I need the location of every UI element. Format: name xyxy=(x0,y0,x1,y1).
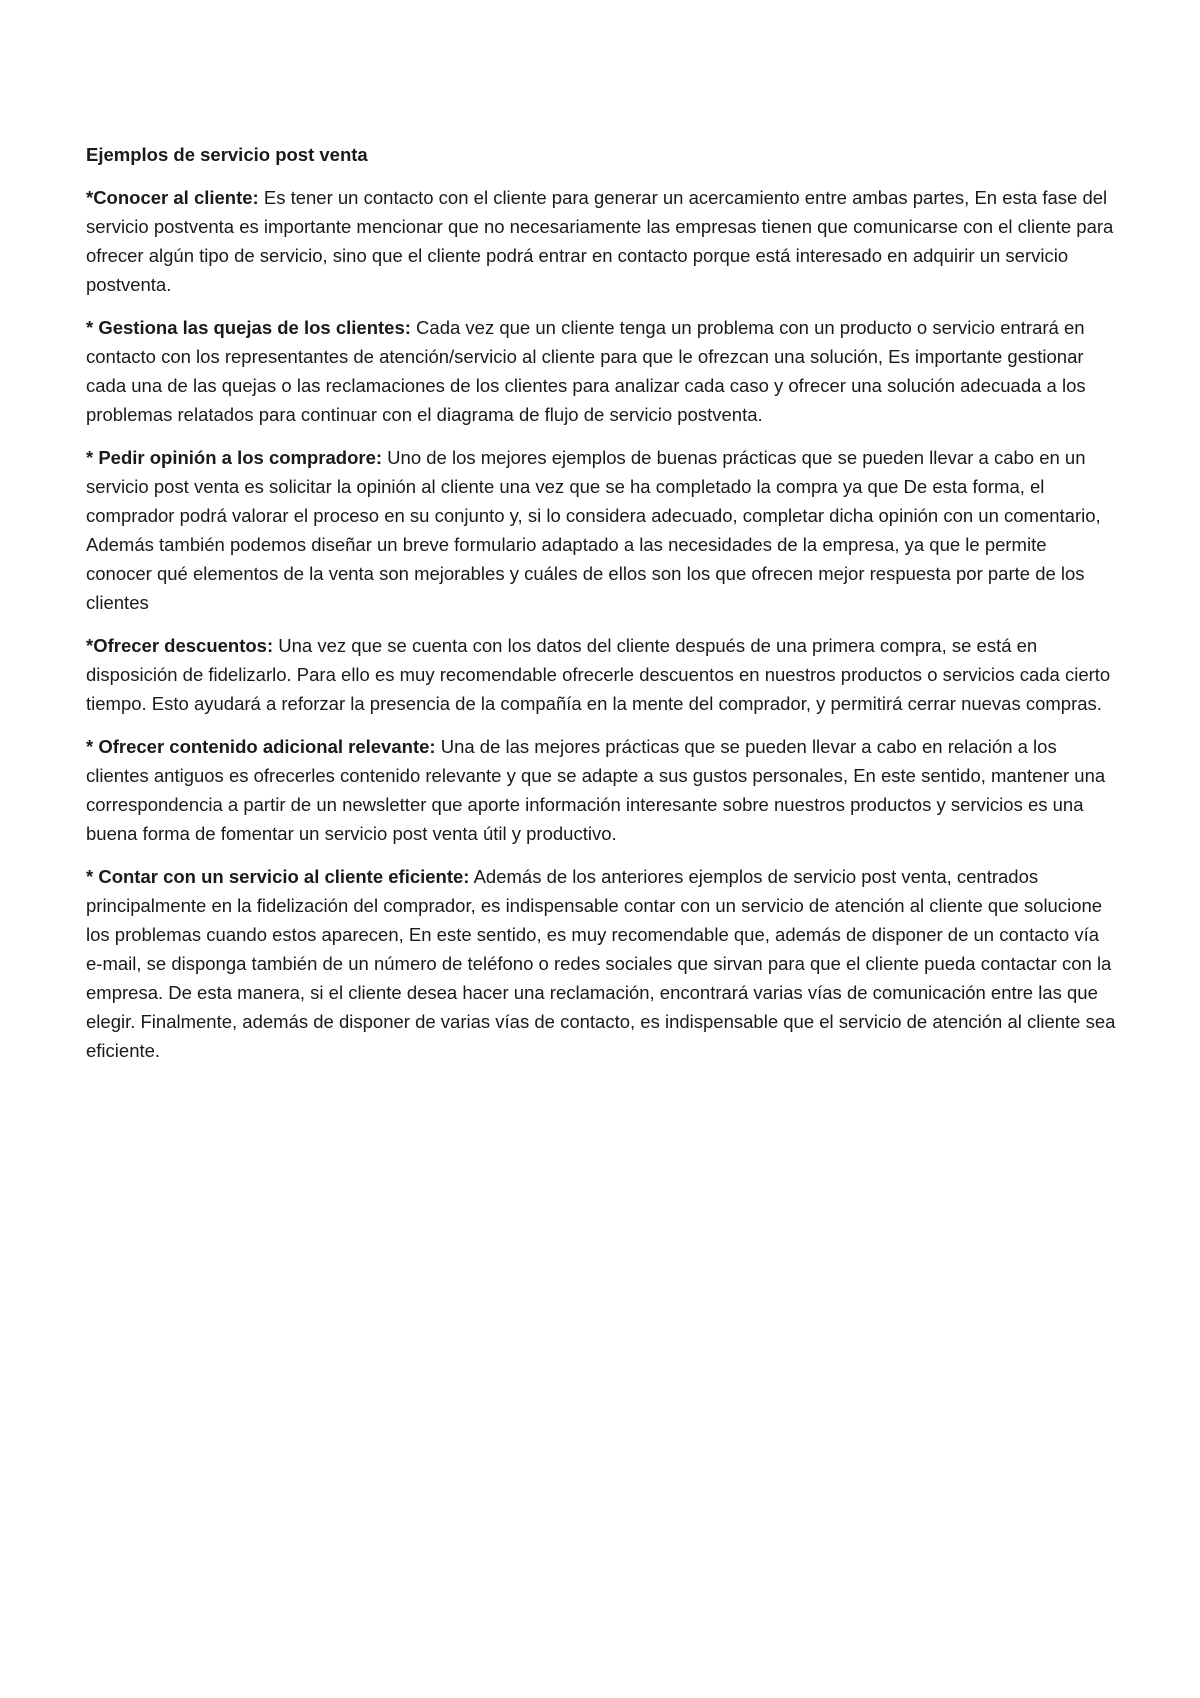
paragraph-lead: * Pedir opinión a los compradore: xyxy=(86,447,383,468)
paragraph-servicio-eficiente xyxy=(86,862,1116,1065)
paragraph-body: Cada vez que un cliente tenga un problema con un producto o servicio entrará en contacto con los representantes de atención/servicio al cliente para que le ofrezcan una solución, Es importante gestionar cada una de las quejas o las reclamaciones de los clientes para analizar cada caso y ofrecer una solución adecuada a los problemas relatados para continuar con el diagrama de flujo de servicio postventa. xyxy=(86,317,1086,425)
document-title: Ejemplos de servicio post venta xyxy=(86,144,368,165)
paragraph-lead: *Ofrecer descuentos: xyxy=(86,635,274,656)
paragraph-ofrecer-descuentos xyxy=(86,631,1116,718)
paragraph-lead: *Conocer al cliente: xyxy=(86,187,259,208)
document-content xyxy=(86,140,1116,1079)
paragraph-lead: * Gestiona las quejas de los clientes: xyxy=(86,317,411,338)
paragraph-body: Es tener un contacto con el cliente para generar un acercamiento entre ambas partes, En esta fase del servicio postventa es importante mencionar que no necesariamente las empresas tienen que comunicarse con el cliente para ofrecer algún tipo de servicio, sino que el cliente podrá entrar en contacto porque está interesado en adquirir un servicio postventa. xyxy=(86,187,1114,295)
paragraph-lead: * Ofrecer contenido adicional relevante: xyxy=(86,736,436,757)
paragraph-lead: * Contar con un servicio al cliente eficiente: xyxy=(86,866,470,887)
paragraph-body: Una de las mejores prácticas que se pueden llevar a cabo en relación a los clientes antiguos es ofrecerles contenido relevante y que se adapte a sus gustos personales, En este sentido, mantener una correspondencia a partir de un newsletter que aporte información interesante sobre nuestros productos y servicios es una buena forma de fomentar un servicio post venta útil y productivo. xyxy=(86,736,1106,844)
paragraph-body: Además de los anteriores ejemplos de servicio post venta, centrados principalmente en la fidelización del comprador, es indispensable contar con un servicio de atención al cliente que solucione los problemas cuando estos aparecen, En este sentido, es muy recomendable que, además de disponer de un contacto vía e-mail, se disponga también de un número de teléfono o redes sociales que sirvan para que el cliente pueda contactar con la empresa. De esta manera, si el cliente desea hacer una reclamación, encontrará varias vías de comunicación entre las que elegir. Finalmente, además de disponer de varias vías de contacto, es indispensable que el servicio de atención al cliente sea eficiente. xyxy=(86,866,1116,1061)
paragraph-pedir-opinion xyxy=(86,443,1116,617)
paragraph-gestiona-quejas xyxy=(86,313,1116,429)
paragraph-contenido-adicional xyxy=(86,732,1116,848)
paragraph-body: Uno de los mejores ejemplos de buenas prácticas que se pueden llevar a cabo en un servicio post venta es solicitar la opinión al cliente una vez que se ha completado la compra ya que De esta forma, el comprador podrá valorar el proceso en su conjunto y, si lo considera adecuado, completar dicha opinión con un comentario, Además también podemos diseñar un breve formulario adaptado a las necesidades de la empresa, ya que le permite conocer qué elementos de la venta son mejorables y cuáles de ellos son los que ofrecen mejor respuesta por parte de los clientes xyxy=(86,447,1101,613)
paragraph-conocer-cliente xyxy=(86,183,1116,299)
paragraph-body: Una vez que se cuenta con los datos del cliente después de una primera compra, se está en disposición de fidelizarlo. Para ello es muy recomendable ofrecerle descuentos en nuestros productos o servicios cada cierto tiempo. Esto ayudará a reforzar la presencia de la compañía en la mente del comprador, y permitirá cerrar nuevas compras. xyxy=(86,635,1111,714)
